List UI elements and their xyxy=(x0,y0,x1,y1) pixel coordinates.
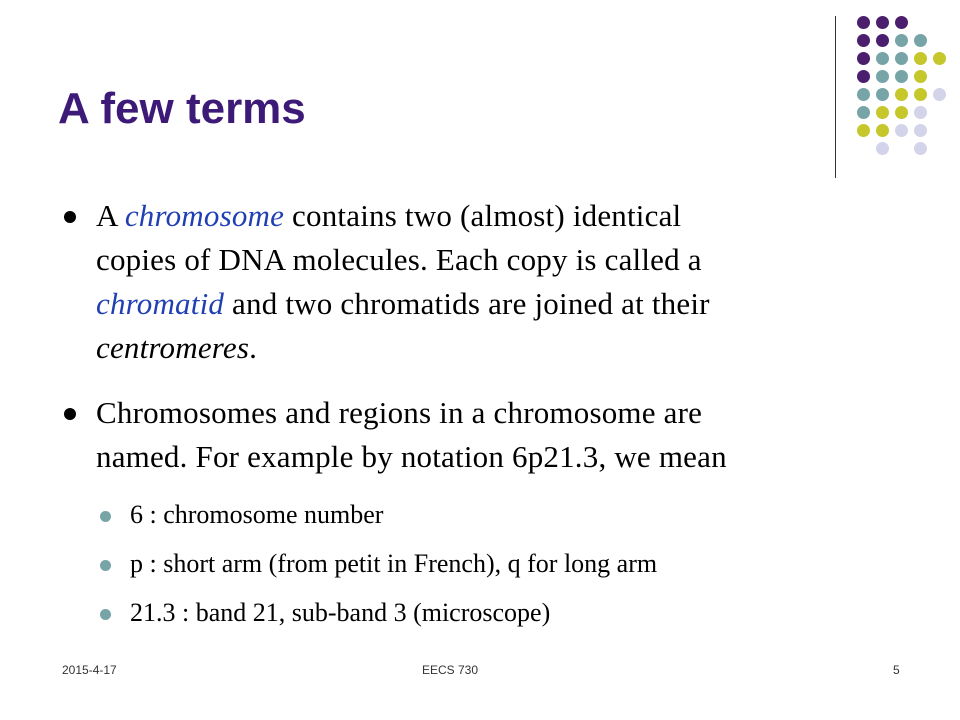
decor-dot xyxy=(876,52,889,65)
bullet-marker xyxy=(64,211,76,223)
decor-dot xyxy=(876,124,889,137)
decor-dot xyxy=(914,106,927,119)
bullet1-line2: copies of DNA molecules. Each copy is called a xyxy=(96,242,702,277)
decor-dot xyxy=(857,124,870,137)
term-chromosome: chromosome xyxy=(124,198,285,233)
bullet1-line3 xyxy=(96,282,710,326)
decor-dot xyxy=(857,70,870,83)
bullet1-line4 xyxy=(96,326,257,370)
decor-dot xyxy=(857,52,870,65)
decor-dot xyxy=(876,106,889,119)
decor-dot xyxy=(857,106,870,119)
decor-dot xyxy=(876,70,889,83)
slide-title: A few terms xyxy=(58,84,306,133)
decor-dot xyxy=(895,88,908,101)
decor-dot xyxy=(895,70,908,83)
bullet1-end: . xyxy=(249,330,258,365)
decor-dot xyxy=(895,16,908,29)
term-chromatid: chromatid xyxy=(96,286,225,321)
term-centromeres: centromeres xyxy=(96,330,250,365)
bullet1-mid2: and two chromatids are joined at their xyxy=(224,286,710,321)
decor-dot xyxy=(876,34,889,47)
bullet1-line1 xyxy=(96,194,681,238)
decor-dot xyxy=(857,88,870,101)
footer-date: 2015-4-17 xyxy=(62,663,117,677)
subbullet-marker xyxy=(100,609,111,620)
bullet2-line2: named. For example by notation 6p21.3, we mean xyxy=(96,439,727,474)
decor-divider-line xyxy=(835,16,836,178)
subbullet-chromosome-number: 6 : chromosome number xyxy=(130,500,384,529)
decor-dot xyxy=(933,52,946,65)
subbullet-band: 21.3 : band 21, sub-band 3 (microscope) xyxy=(130,598,551,627)
decor-dot xyxy=(914,142,927,155)
bullet1-mid1: contains two (almost) identical xyxy=(284,198,682,233)
decor-dot xyxy=(914,52,927,65)
decor-dot xyxy=(876,16,889,29)
decor-dot xyxy=(895,34,908,47)
bullet2-line1: Chromosomes and regions in a chromosome are xyxy=(96,395,703,430)
decor-dot xyxy=(933,88,946,101)
decor-dot xyxy=(857,34,870,47)
footer-course: EECS 730 xyxy=(422,663,479,677)
subbullet-arm: p : short arm (from petit in French), q for long arm xyxy=(130,549,658,578)
decor-dot xyxy=(876,142,889,155)
decor-dot xyxy=(895,52,908,65)
decor-dot xyxy=(914,34,927,47)
decor-dot xyxy=(914,70,927,83)
footer-page-number: 5 xyxy=(893,663,900,677)
bullet1-prefix: A xyxy=(96,198,125,233)
subbullet-marker xyxy=(100,560,111,571)
decor-dot xyxy=(895,106,908,119)
decor-dot xyxy=(857,16,870,29)
subbullet-marker xyxy=(100,511,111,522)
decor-dot xyxy=(914,88,927,101)
decor-dot xyxy=(914,124,927,137)
bullet-marker xyxy=(64,408,76,420)
decor-dot xyxy=(895,124,908,137)
decor-dot xyxy=(876,88,889,101)
